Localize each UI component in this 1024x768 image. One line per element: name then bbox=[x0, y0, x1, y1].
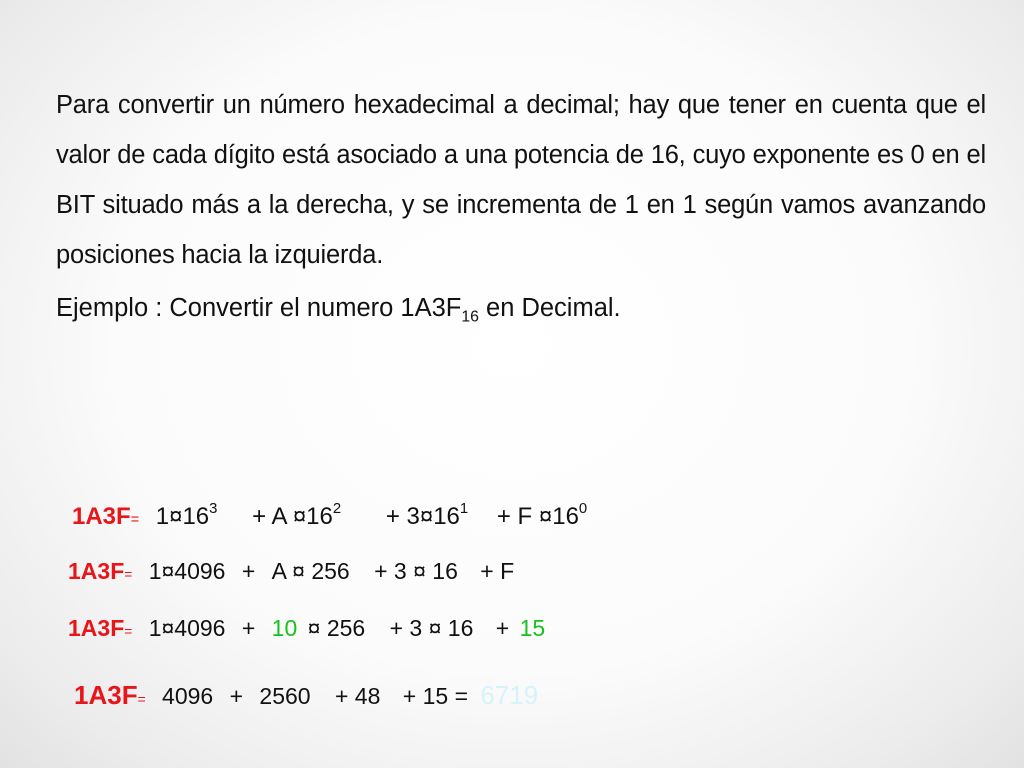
exponent: 1 bbox=[459, 500, 469, 517]
power-term: $1¤16^3$ bbox=[155, 500, 218, 530]
exponent: 3 bbox=[209, 500, 218, 517]
equation-label: 1A3F bbox=[74, 680, 138, 710]
equation-label: 1A3F bbox=[72, 503, 131, 530]
example-suffix: en Decimal. bbox=[478, 294, 621, 322]
term: + F bbox=[480, 558, 515, 584]
power-term: + $3¤16^1$ bbox=[385, 500, 469, 530]
power-term: + F $¤16^0$ bbox=[496, 500, 588, 530]
term: + bbox=[229, 683, 244, 709]
equation-label: 1A3F bbox=[68, 558, 125, 584]
equation-row-1 bbox=[72, 500, 588, 530]
result-value: 6719 bbox=[480, 680, 539, 710]
exponent: 0 bbox=[578, 500, 588, 517]
example-base-subscript: 16 bbox=[461, 308, 479, 326]
equals-sign: = bbox=[124, 624, 133, 639]
term: + 3 ¤ 16 bbox=[374, 558, 458, 584]
highlighted-value: 15 bbox=[519, 615, 546, 641]
exponent: 2 bbox=[332, 500, 342, 517]
term: + bbox=[241, 615, 256, 641]
equals-sign: = bbox=[130, 512, 140, 528]
term: 2560 bbox=[259, 683, 311, 709]
term: ¤ 256 bbox=[307, 615, 366, 641]
highlighted-value: 10 bbox=[271, 615, 298, 641]
term: + 48 bbox=[334, 683, 381, 709]
term: + 15 = bbox=[402, 683, 469, 709]
term: 4096 bbox=[162, 683, 214, 709]
power-term: + A $¤16^2$ bbox=[252, 500, 342, 530]
equation-row-2 bbox=[68, 560, 514, 583]
equals-sign: = bbox=[137, 692, 146, 707]
equation-row-3 bbox=[68, 617, 545, 640]
equation-row-4 bbox=[74, 682, 538, 708]
term: + bbox=[495, 615, 510, 641]
equation-label: 1A3F bbox=[68, 615, 125, 641]
body-paragraph: Para convertir un número hexadecimal a decimal; hay que tener en cuenta que el valor de cada dígito está asociado a una potencia de 16, cuyo exponente es 0 en el BIT situado más a la derecha, y se incrementa de 1 en 1 según vamos avanzando posiciones hacia la izquierda. bbox=[56, 91, 986, 269]
equals-sign: = bbox=[124, 567, 133, 582]
example-statement bbox=[56, 283, 621, 333]
term: 1¤4096 bbox=[148, 615, 226, 641]
term: A ¤ 256 bbox=[271, 558, 350, 584]
term: 1¤4096 bbox=[148, 558, 226, 584]
example-prefix: Ejemplo : Convertir el numero 1A3F bbox=[56, 294, 462, 322]
term: + 3 ¤ 16 bbox=[389, 615, 474, 641]
term: + bbox=[241, 558, 256, 584]
